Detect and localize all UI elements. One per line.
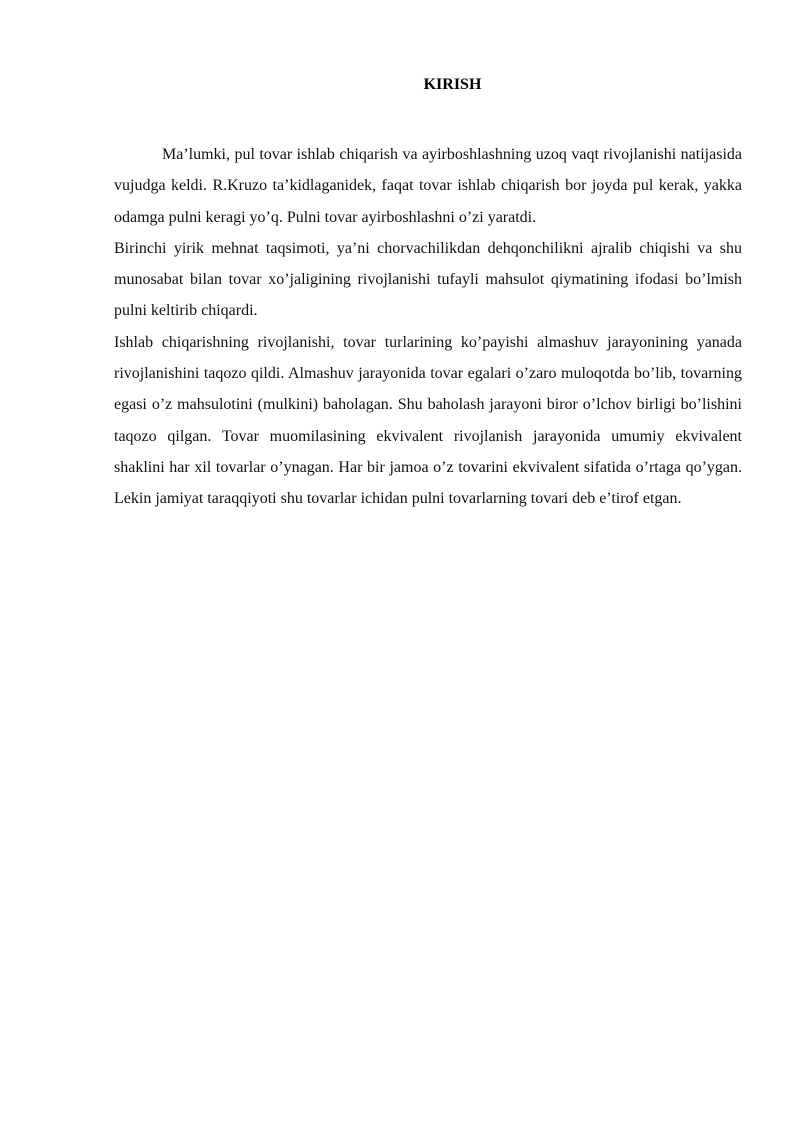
body-text	[114, 139, 742, 515]
paragraph-3: Ishlab chiqarishning rivojlanishi, tovar turlarining ko’payishi almashuv jarayonining yanada rivojlanishini taqozo qildi. Almashuv jarayonida tovar egalari o’zaro muloqotda bo’lib, tovarning egasi o’z mahsulotini (mulkini) baholagan. Shu baholash jarayoni biror o’lchov birligi bo’lishini taqozo qilgan. Tovar muomilasining ekvivalent rivojlanish jarayonida umumiy ekvivalent shaklini har xil tovarlar o’ynagan. Har bir jamoa o’z tovarini ekvivalent sifatida o’rtaga qo’ygan. Lekin jamiyat taraqqiyoti shu tovarlar ichidan pulni tovarlarning tovari deb e’tirof etgan.	[114, 333, 742, 508]
paragraph-1: Ma’lumki, pul tovar ishlab chiqarish va ayirboshlashning uzoq vaqt rivojlanishi natijasida vujudga keldi. R.Kruzo ta’kidlaganidek, faqat tovar ishlab chiqarish bor joyda pul kerak, yakka odamga pulni keragi yo’q. Pulni tovar ayirboshlashni o’zi yaratdi.	[114, 146, 742, 226]
page-title: KIRISH	[423, 76, 482, 93]
paragraph-2: Birinchi yirik mehnat taqsimoti, ya’ni chorvachilikdan dehqonchilikni ajralib chiqishi va shu munosabat bilan tovar xo’jaligining rivojlanishi tufayli mahsulot qiymatining ifodasi bo’lmish pulni keltirib chiqardi.	[114, 239, 742, 320]
